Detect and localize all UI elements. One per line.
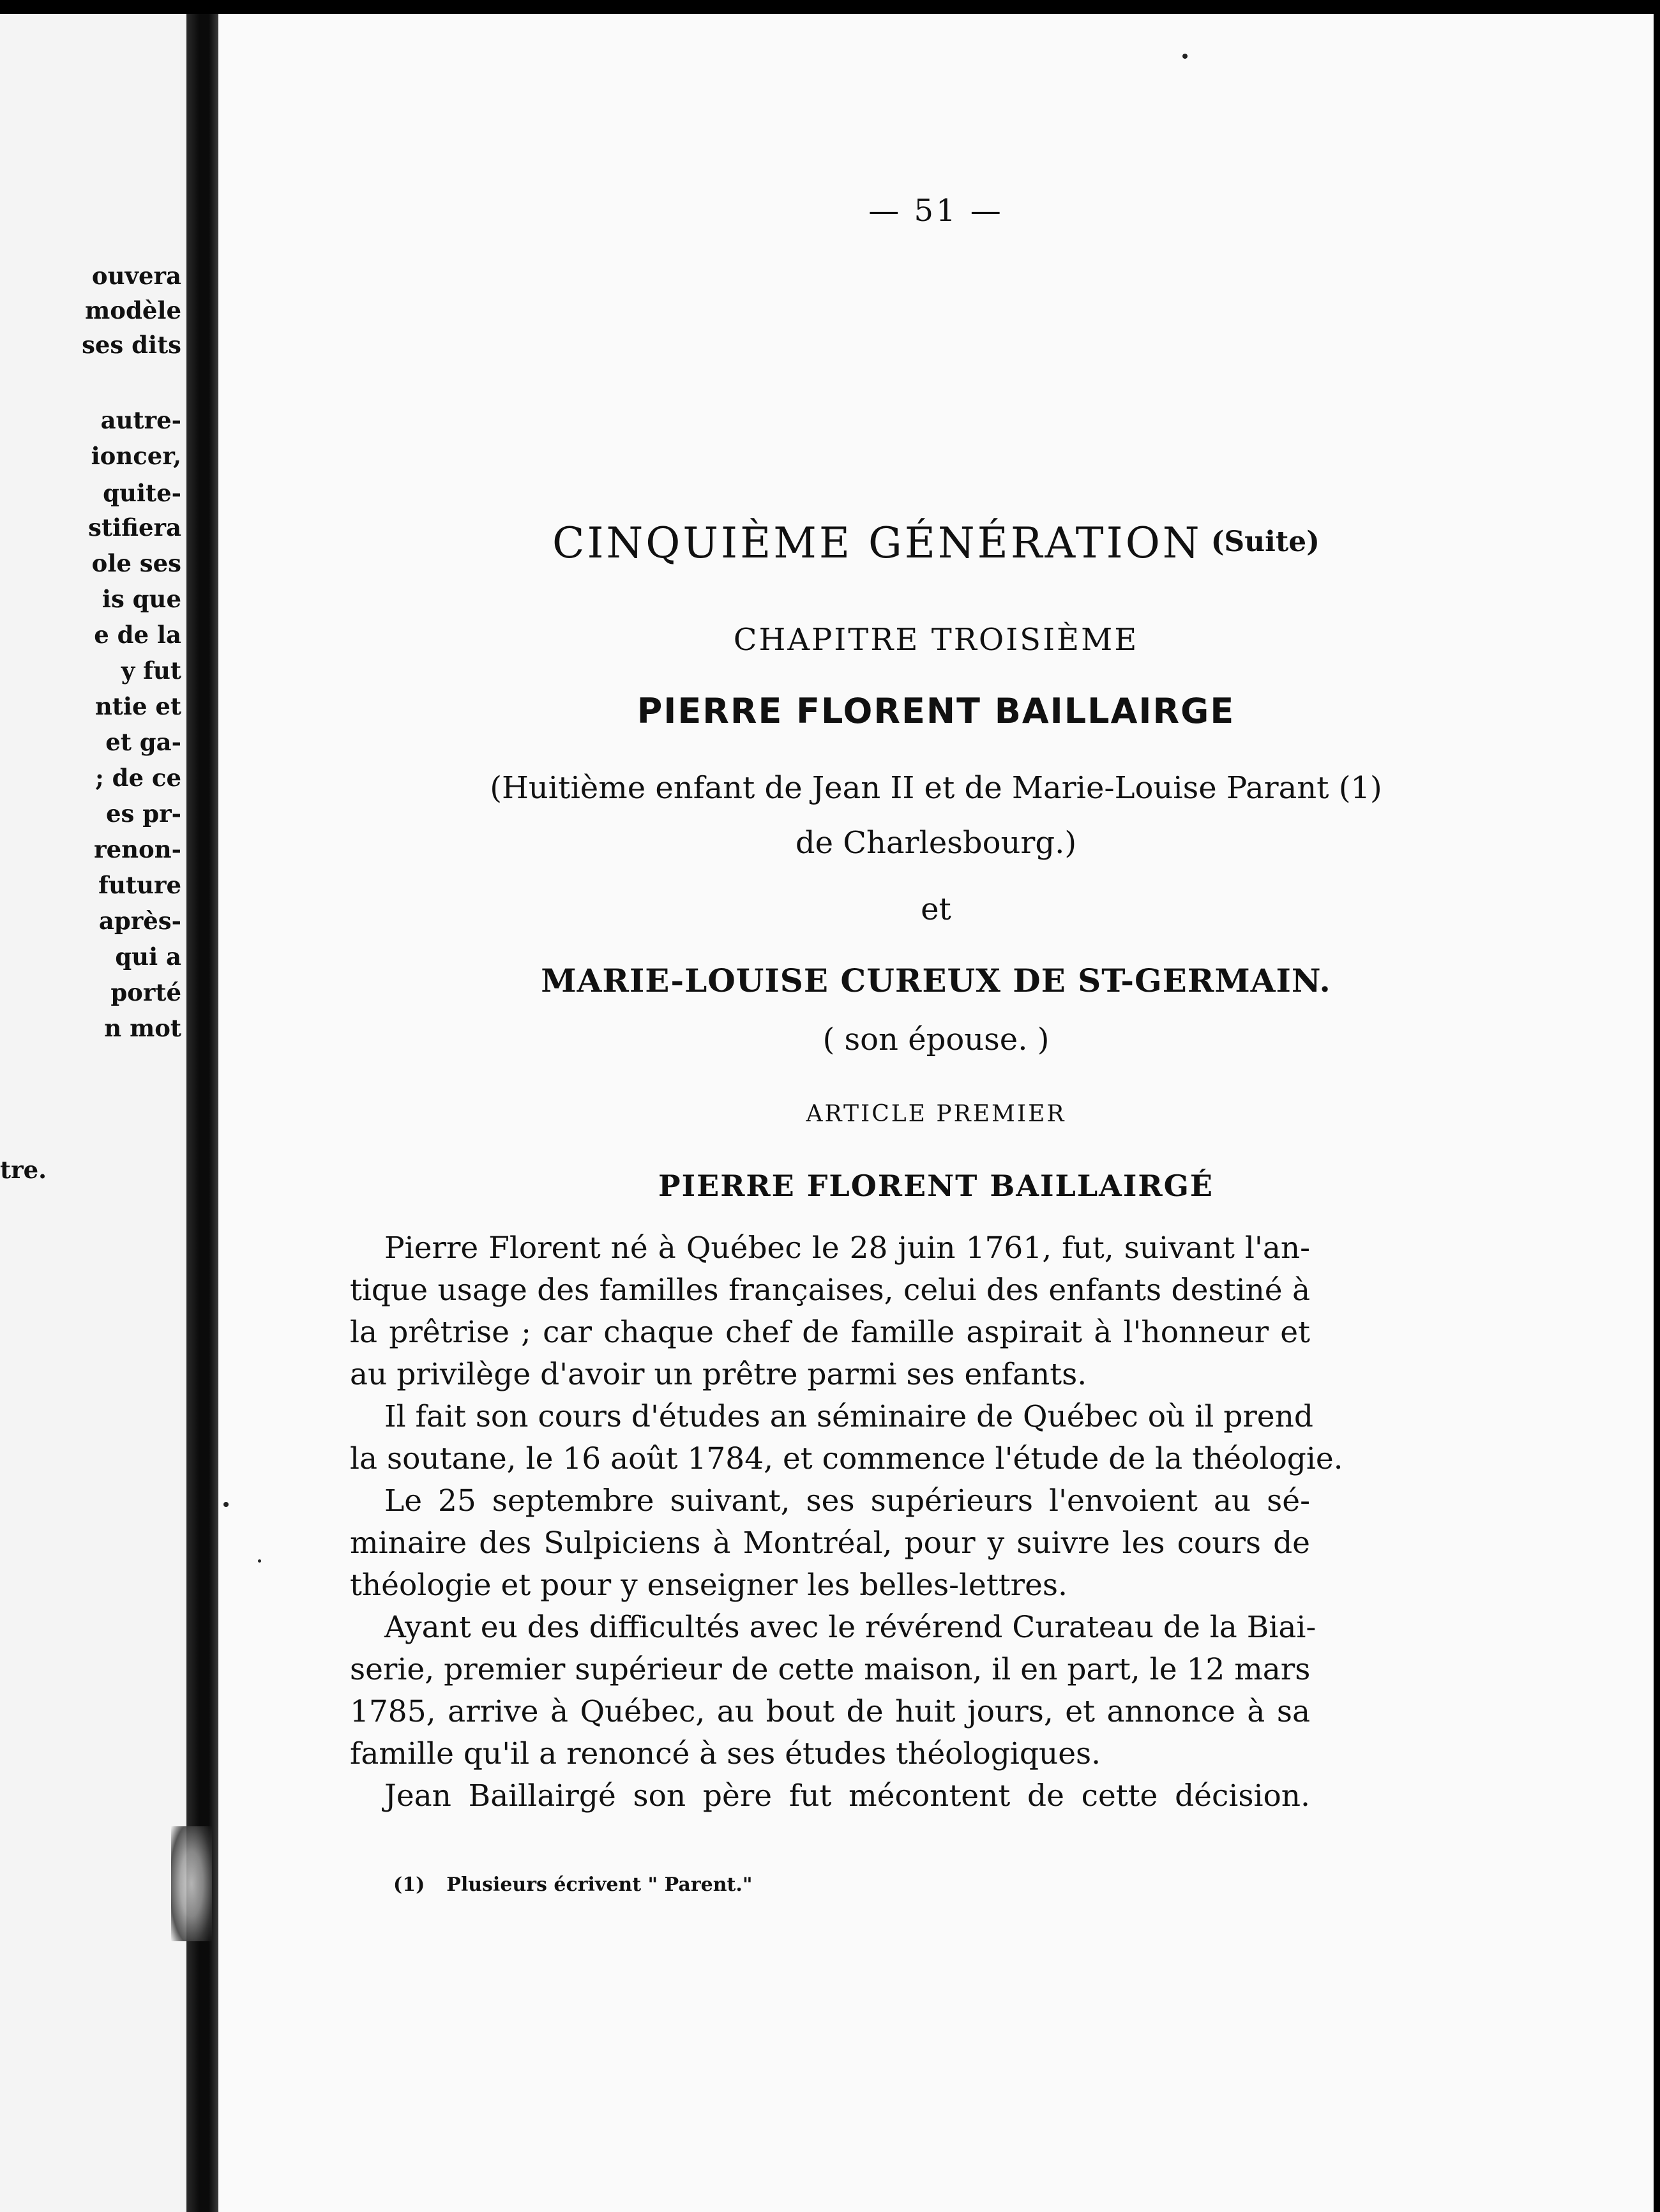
page-number: — 51 — [868,193,1004,229]
left-page-line: autre- [100,406,181,434]
footnote-text: Plusieurs écrivent " Parent." [446,1874,753,1896]
left-page-line: es pr- [106,799,181,828]
left-page-line: is que [102,585,181,613]
parents-line-1: (Huitième enfant de Jean II et de Marie-Louise Parant (1) [490,770,1382,806]
left-page-line: ioncer, [91,442,181,470]
left-page-line: future [98,871,181,899]
body-line: serie, premier supérieur de cette maison, il en part, le 12 mars [350,1652,1311,1687]
scan-speck [258,1559,261,1563]
main-page [218,14,1654,2212]
spouse-caption: ( son épouse. ) [822,1022,1050,1057]
body-line: minaire des Sulpiciens à Montréal, pour y suivre les cours de [350,1526,1310,1561]
left-page-line: quite- [103,479,181,507]
left-page-line: ole ses [91,549,181,577]
left-page-line: qui a [115,943,181,971]
body-line: la soutane, le 16 août 1784, et commence l'étude de la théologie. [350,1441,1343,1476]
body-line: 1785, arrive à Québec, au bout de huit jours, et annonce à sa [350,1694,1310,1729]
left-page-line: ouvera [91,262,181,290]
left-page-line: porté [110,978,181,1006]
body-line: au privilège d'avoir un prêtre parmi ses enfants. [350,1357,1087,1392]
left-page-line: stifiera [88,513,181,542]
body-text [350,1227,1343,1817]
left-page-line: n mot [104,1014,181,1042]
article-heading: ARTICLE PREMIER [806,1101,1066,1127]
left-page-line: après- [98,907,181,935]
subject-name-heading: PIERRE FLORENT BAILLAIRGE [637,691,1235,731]
left-page-line: et ga- [105,728,181,756]
left-page-line: y fut [121,656,181,685]
generation-title-text: CINQUIÈME GÉNÉRATION [552,519,1202,568]
body-line: la prêtrise ; car chaque chef de famille aspirait à l'honneur et [350,1315,1310,1350]
left-page-line: modèle [85,296,181,324]
body-line: Il fait son cours d'études an séminaire de Québec où il prend [384,1399,1313,1434]
scan-speck [223,1502,229,1507]
body-line: théologie et pour y enseigner les belles-lettres. [350,1568,1068,1603]
body-line: tique usage des familles françaises, celui des enfants destiné à [350,1273,1310,1308]
body-line: Le 25 septembre suivant, ses supérieurs l'envoient au sé- [384,1483,1310,1519]
body-line: Pierre Florent né à Québec le 28 juin 1761, fut, suivant l'an- [384,1231,1310,1266]
footnote [393,1874,752,1896]
body-line: Jean Baillairgé son père fut mécontent de cette décision. [384,1778,1310,1814]
chapter-heading: CHAPITRE TROISIÈME [733,622,1139,658]
left-page-line: ses dits [82,331,181,359]
generation-title [218,519,1654,568]
left-page-line: renon- [94,835,181,863]
body-line: Ayant eu des difficultés avec le révérend Curateau de la Biai- [384,1610,1317,1645]
scan-speck [1182,54,1188,59]
left-page-line: tre. [0,1156,47,1184]
generation-suite: (Suite) [1211,526,1320,558]
left-page-fragment [0,14,186,2212]
left-page-line: e de la [94,621,181,649]
spouse-name-heading: MARIE-LOUISE CUREUX DE ST-GERMAIN. [541,962,1331,999]
conjunction: et [921,891,951,927]
body-line: famille qu'il a renoncé à ses études théologiques. [350,1736,1101,1771]
scan-right-border [1654,0,1660,2212]
left-page-line: ntie et [94,692,181,720]
parents-line-2: de Charlesbourg.) [795,825,1077,861]
scan-top-border [0,0,1660,14]
page-tear-mark [171,1826,212,1941]
footnote-mark: (1) [393,1874,425,1896]
left-page-line: ; de ce [95,764,181,792]
article-name-heading: PIERRE FLORENT BAILLAIRGÉ [658,1169,1214,1203]
